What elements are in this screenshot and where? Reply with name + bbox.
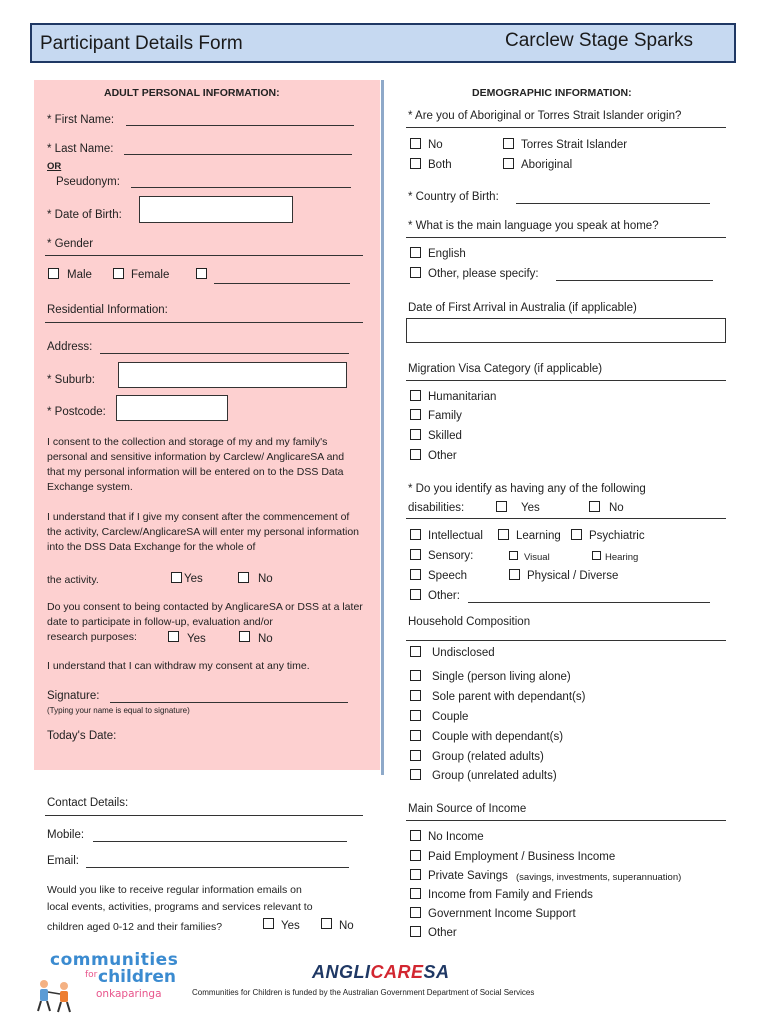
household-undisclosed-checkbox[interactable] — [410, 646, 421, 657]
disability-other-checkbox[interactable] — [410, 589, 421, 600]
disability-no-label: No — [609, 502, 624, 514]
emails-question-3: children aged 0-12 and their families? — [47, 921, 223, 933]
english-label: English — [428, 248, 466, 260]
visa-other-checkbox[interactable] — [410, 449, 421, 460]
disability-rule — [406, 518, 726, 519]
consent-timing-last: the activity. — [47, 574, 99, 586]
cfc-logo — [36, 950, 179, 1016]
hearing-checkbox[interactable] — [592, 551, 601, 560]
emails-no-label: No — [339, 920, 354, 932]
consent-no-label: No — [258, 573, 273, 585]
visa-label: Migration Visa Category (if applicable) — [408, 363, 603, 375]
emails-no-checkbox[interactable] — [321, 918, 332, 929]
visual-label: Visual — [524, 552, 550, 563]
anglicare-part2: CARE — [370, 962, 424, 982]
income-none-label: No Income — [428, 831, 484, 843]
contact-no-checkbox[interactable] — [239, 631, 250, 642]
contact-details-rule — [45, 815, 363, 816]
income-employment-checkbox[interactable] — [410, 850, 421, 861]
withdraw-statement: I understand that I can withdraw my consent at any time. — [47, 660, 310, 672]
hearing-label: Hearing — [605, 552, 639, 563]
household-couple-dep-label: Couple with dependant(s) — [432, 731, 564, 743]
postcode-label: * Postcode: — [47, 406, 106, 418]
household-label: Household Composition — [408, 616, 531, 628]
other-language-label: Other, please specify: — [428, 268, 539, 280]
mobile-label: Mobile: — [47, 829, 85, 841]
dob-input[interactable] — [139, 196, 293, 223]
consent-paragraph: I consent to the collection and storage of my and my family's personal and sensitive information by Carclew/ AnglicareSA and that my personal information will be entered on to the DSS Data Exchange system. — [47, 436, 345, 493]
children-figures-icon — [36, 978, 80, 1014]
female-label: Female — [131, 269, 170, 281]
physical-label: Physical / Diverse — [527, 570, 619, 582]
emails-question-2: local events, activities, programs and services relevant to — [47, 901, 313, 913]
adult-info-heading: ADULT PERSONAL INFORMATION: — [104, 87, 280, 99]
other-language-checkbox[interactable] — [410, 267, 421, 278]
sensory-checkbox[interactable] — [410, 549, 421, 560]
disability-question-2: disabilities: — [408, 502, 465, 514]
atsi-tsi-label: Torres Strait Islander — [521, 139, 628, 151]
speech-checkbox[interactable] — [410, 569, 421, 580]
consent-timing-paragraph: I understand that if I give my consent after the commencement of the activity, Carclew/AnglicareSA will enter my personal information into the DSS Data Exchange for the whole of — [47, 511, 360, 553]
consent-yes-label: Yes — [184, 573, 203, 585]
learning-checkbox[interactable] — [498, 529, 509, 540]
income-savings-checkbox[interactable] — [410, 869, 421, 880]
dob-label: * Date of Birth: — [47, 209, 122, 221]
male-label: Male — [67, 269, 92, 281]
atsi-no-label: No — [428, 139, 443, 151]
cfc-for-text: for — [85, 970, 98, 980]
signature-field[interactable] — [110, 689, 348, 703]
residential-label: Residential Information: — [47, 304, 168, 316]
cfc-children-text: children — [98, 967, 177, 987]
household-group-unrelated-checkbox[interactable] — [410, 769, 421, 780]
household-group-related-checkbox[interactable] — [410, 750, 421, 761]
emails-yes-label: Yes — [281, 920, 300, 932]
household-undisclosed-label: Undisclosed — [432, 647, 495, 659]
learning-label: Learning — [516, 530, 561, 542]
aboriginal-question: * Are you of Aboriginal or Torres Strait Islander origin? — [408, 110, 682, 122]
atsi-aboriginal-checkbox[interactable] — [503, 158, 514, 169]
country-label: * Country of Birth: — [408, 191, 499, 203]
suburb-input[interactable] — [118, 362, 347, 388]
country-field[interactable] — [516, 190, 710, 204]
first-name-label: * First Name: — [47, 114, 115, 126]
income-government-label: Government Income Support — [428, 908, 576, 920]
pseudonym-label: Pseudonym: — [56, 176, 120, 188]
male-checkbox[interactable] — [48, 268, 59, 279]
gender-label: * Gender — [47, 238, 94, 250]
visa-rule — [406, 380, 726, 381]
contact-yes-checkbox[interactable] — [168, 631, 179, 642]
visa-other-label: Other — [428, 450, 457, 462]
income-none-checkbox[interactable] — [410, 830, 421, 841]
or-label: OR — [47, 161, 62, 172]
household-single-label: Single (person living alone) — [432, 671, 571, 683]
signature-note: (Typing your name is equal to signature) — [47, 706, 190, 715]
disability-other-field[interactable] — [468, 589, 710, 603]
intellectual-label: Intellectual — [428, 530, 483, 542]
mobile-field[interactable] — [93, 828, 347, 842]
email-field[interactable] — [86, 854, 349, 868]
household-couple-label: Couple — [432, 711, 469, 723]
contact-details-label: Contact Details: — [47, 797, 129, 809]
income-government-checkbox[interactable] — [410, 907, 421, 918]
form-title: Participant Details Form — [40, 33, 243, 54]
contact-consent-last: research purposes: — [47, 631, 137, 643]
household-sole-parent-checkbox[interactable] — [410, 690, 421, 701]
last-name-label: * Last Name: — [47, 143, 114, 155]
visa-humanitarian-label: Humanitarian — [428, 391, 497, 403]
anglicare-logo — [312, 962, 450, 983]
household-sole-parent-label: Sole parent with dependant(s) — [432, 691, 586, 703]
atsi-both-label: Both — [428, 159, 452, 171]
other-language-field[interactable] — [556, 267, 713, 281]
todays-date-label: Today's Date: — [47, 730, 117, 742]
atsi-tsi-checkbox[interactable] — [503, 138, 514, 149]
income-family-checkbox[interactable] — [410, 888, 421, 899]
intellectual-checkbox[interactable] — [410, 529, 421, 540]
speech-label: Speech — [428, 570, 468, 582]
disability-no-checkbox[interactable] — [589, 501, 600, 512]
language-question: * What is the main language you speak at home? — [408, 220, 659, 232]
income-label: Main Source of Income — [408, 803, 527, 815]
income-family-label: Income from Family and Friends — [428, 889, 593, 901]
consent-yes-checkbox[interactable] — [171, 572, 182, 583]
household-single-checkbox[interactable] — [410, 670, 421, 681]
demographic-heading: DEMOGRAPHIC INFORMATION: — [472, 87, 632, 99]
atsi-aboriginal-label: Aboriginal — [521, 159, 573, 171]
physical-checkbox[interactable] — [509, 569, 520, 580]
emails-question-1: Would you like to receive regular information emails on — [47, 884, 302, 896]
contact-consent-paragraph: Do you consent to being contacted by AnglicareSA or DSS at a later date to participate in follow-up, evaluation and/or — [47, 601, 363, 628]
visual-checkbox[interactable] — [509, 551, 518, 560]
english-checkbox[interactable] — [410, 247, 421, 258]
arrival-input[interactable] — [406, 318, 726, 343]
other-gender-field[interactable] — [214, 270, 350, 284]
consent-no-checkbox[interactable] — [238, 572, 249, 583]
disability-yes-label: Yes — [521, 502, 540, 514]
arrival-label: Date of First Arrival in Australia (if applicable) — [408, 302, 637, 314]
emails-yes-checkbox[interactable] — [263, 918, 274, 929]
language-rule — [406, 237, 726, 238]
income-other-label: Other — [428, 927, 457, 939]
visa-humanitarian-checkbox[interactable] — [410, 390, 421, 401]
household-group-related-label: Group (related adults) — [432, 751, 544, 763]
last-name-field[interactable] — [124, 141, 352, 155]
gender-rule — [45, 255, 363, 256]
female-checkbox[interactable] — [113, 268, 124, 279]
program-name: Carclew Stage Sparks — [505, 30, 693, 51]
address-label: Address: — [47, 341, 93, 353]
household-couple-checkbox[interactable] — [410, 710, 421, 721]
visa-skilled-label: Skilled — [428, 430, 462, 442]
income-rule — [406, 820, 726, 821]
disability-question-1: * Do you identify as having any of the following — [408, 483, 646, 495]
residential-rule — [45, 322, 363, 323]
visa-skilled-checkbox[interactable] — [410, 429, 421, 440]
income-savings-note: (savings, investments, superannuation) — [516, 872, 682, 883]
suburb-label: * Suburb: — [47, 374, 95, 386]
income-employment-label: Paid Employment / Business Income — [428, 851, 616, 863]
postcode-input[interactable] — [116, 395, 228, 421]
psychiatric-label: Psychiatric — [589, 530, 645, 542]
disability-other-label: Other: — [428, 590, 460, 602]
anglicare-part3: SA — [423, 962, 450, 982]
household-rule — [406, 640, 726, 641]
other-gender-checkbox[interactable] — [196, 268, 207, 279]
sensory-label: Sensory: — [428, 550, 474, 562]
visa-family-checkbox[interactable] — [410, 409, 421, 420]
signature-label: Signature: — [47, 690, 100, 702]
cfc-communities-text: communities — [50, 950, 179, 970]
anglicare-part1: ANGLI — [312, 962, 371, 982]
income-other-checkbox[interactable] — [410, 926, 421, 937]
psychiatric-checkbox[interactable] — [571, 529, 582, 540]
household-group-unrelated-label: Group (unrelated adults) — [432, 770, 557, 782]
pseudonym-field[interactable] — [131, 174, 351, 188]
household-couple-dep-checkbox[interactable] — [410, 730, 421, 741]
atsi-no-checkbox[interactable] — [410, 138, 421, 149]
contact-yes-label: Yes — [187, 633, 206, 645]
income-savings-label: Private Savings — [428, 870, 508, 882]
disability-yes-checkbox[interactable] — [496, 501, 507, 512]
panel-divider — [381, 80, 384, 775]
atsi-both-checkbox[interactable] — [410, 158, 421, 169]
aboriginal-rule — [406, 127, 726, 128]
visa-family-label: Family — [428, 410, 462, 422]
address-field[interactable] — [100, 340, 349, 354]
email-label: Email: — [47, 855, 79, 867]
first-name-field[interactable] — [126, 112, 354, 126]
contact-no-label: No — [258, 633, 273, 645]
cfc-onkaparinga-text: onkaparinga — [96, 988, 162, 1000]
funding-statement: Communities for Children is funded by the Australian Government Department of Social Services — [192, 988, 535, 997]
